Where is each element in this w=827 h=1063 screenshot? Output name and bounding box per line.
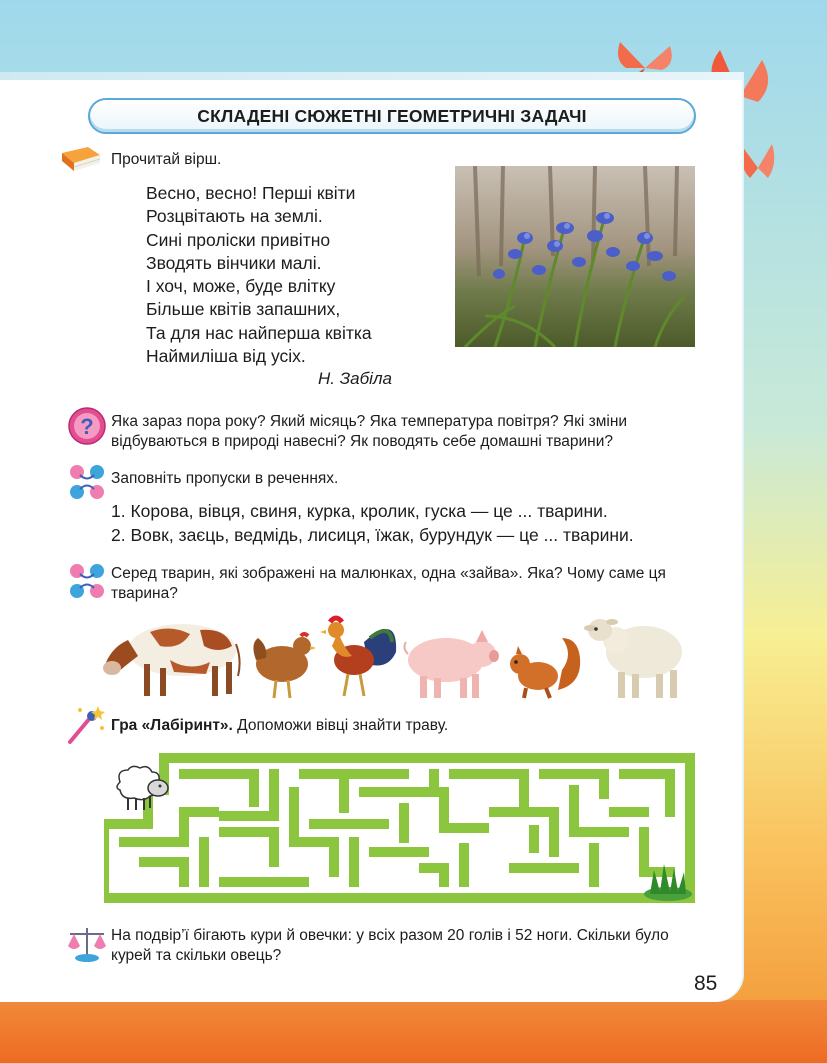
poem bbox=[146, 182, 416, 368]
svg-text:?: ? bbox=[80, 414, 94, 439]
magic-wand-icon bbox=[64, 704, 106, 746]
rooster-icon bbox=[318, 612, 400, 700]
scales-icon bbox=[66, 924, 108, 964]
fill-sentence-1: 1. Корова, вівця, свиня, курка, кролик, гуска — це ... тварини. bbox=[111, 501, 608, 521]
poem-line: Зводять вінчики малі. bbox=[146, 252, 322, 273]
hen-icon bbox=[246, 624, 316, 700]
pair-work-icon bbox=[66, 560, 108, 602]
fill-sentence-2: 2. Вовк, заєць, ведмідь, лисиця, їжак, бурундук — це ... тварини. bbox=[111, 525, 634, 545]
poem-line: І хоч, може, буде влітку bbox=[146, 276, 336, 297]
butterfly-icon bbox=[738, 138, 778, 190]
poem-line: Більше квітів запашних, bbox=[146, 299, 341, 320]
logic-problem-text: На подвір’ї бігають кури й овечки: у всіх разом 20 голів і 52 ноги. Скільки було курей та скільки овець? bbox=[111, 927, 669, 964]
poem-line: Сині проліски привітно bbox=[146, 229, 331, 250]
cow-icon bbox=[100, 610, 242, 700]
grass-icon bbox=[642, 858, 694, 902]
squirrel-icon bbox=[504, 630, 584, 700]
pair-work-icon bbox=[66, 461, 108, 503]
fill-instruction: Заповніть пропуски в реченнях. bbox=[111, 470, 339, 487]
maze-game-label: Гра «Лабіринт». bbox=[111, 717, 233, 734]
poem-line: Розцвітають на землі. bbox=[146, 206, 323, 227]
scilla-flowers-photo bbox=[455, 166, 695, 347]
animals-row bbox=[100, 610, 692, 702]
read-instruction: Прочитай вірш. bbox=[111, 151, 222, 168]
sheep-icon bbox=[584, 610, 690, 700]
pig-icon bbox=[402, 624, 500, 700]
page-number: 85 bbox=[694, 972, 718, 995]
page-title-text: СКЛАДЕНІ СЮЖЕТНІ ГЕОМЕТРИЧНІ ЗАДАЧІ bbox=[197, 105, 587, 126]
poem-author: Н. Забіла bbox=[318, 369, 392, 388]
questions-text: Яка зараз пора року? Який місяць? Яка температура повітря? Які зміни відбуваються в природі навесні? Як поводять себе домашні тварини? bbox=[111, 413, 628, 450]
page-edge bbox=[0, 72, 742, 80]
maze-game-text: Допоможи вівці знайти траву. bbox=[232, 717, 449, 734]
question-icon bbox=[67, 406, 107, 446]
maze-sheep-icon bbox=[110, 764, 172, 812]
poem-line: Весно, весно! Перші квіти bbox=[146, 183, 356, 203]
odd-animal-text: Серед тварин, які зображені на малюнках, одна «зайва». Яка? Чому саме ця тварина? bbox=[111, 565, 666, 602]
labyrinth bbox=[104, 752, 696, 904]
bottom-band bbox=[0, 1000, 827, 1063]
book-icon bbox=[58, 143, 102, 173]
poem-line: Наймиліша від усіх. bbox=[146, 346, 306, 367]
maze-task bbox=[111, 716, 448, 736]
poem-line: Та для нас найперша квітка bbox=[146, 322, 372, 343]
page-title bbox=[88, 98, 696, 134]
